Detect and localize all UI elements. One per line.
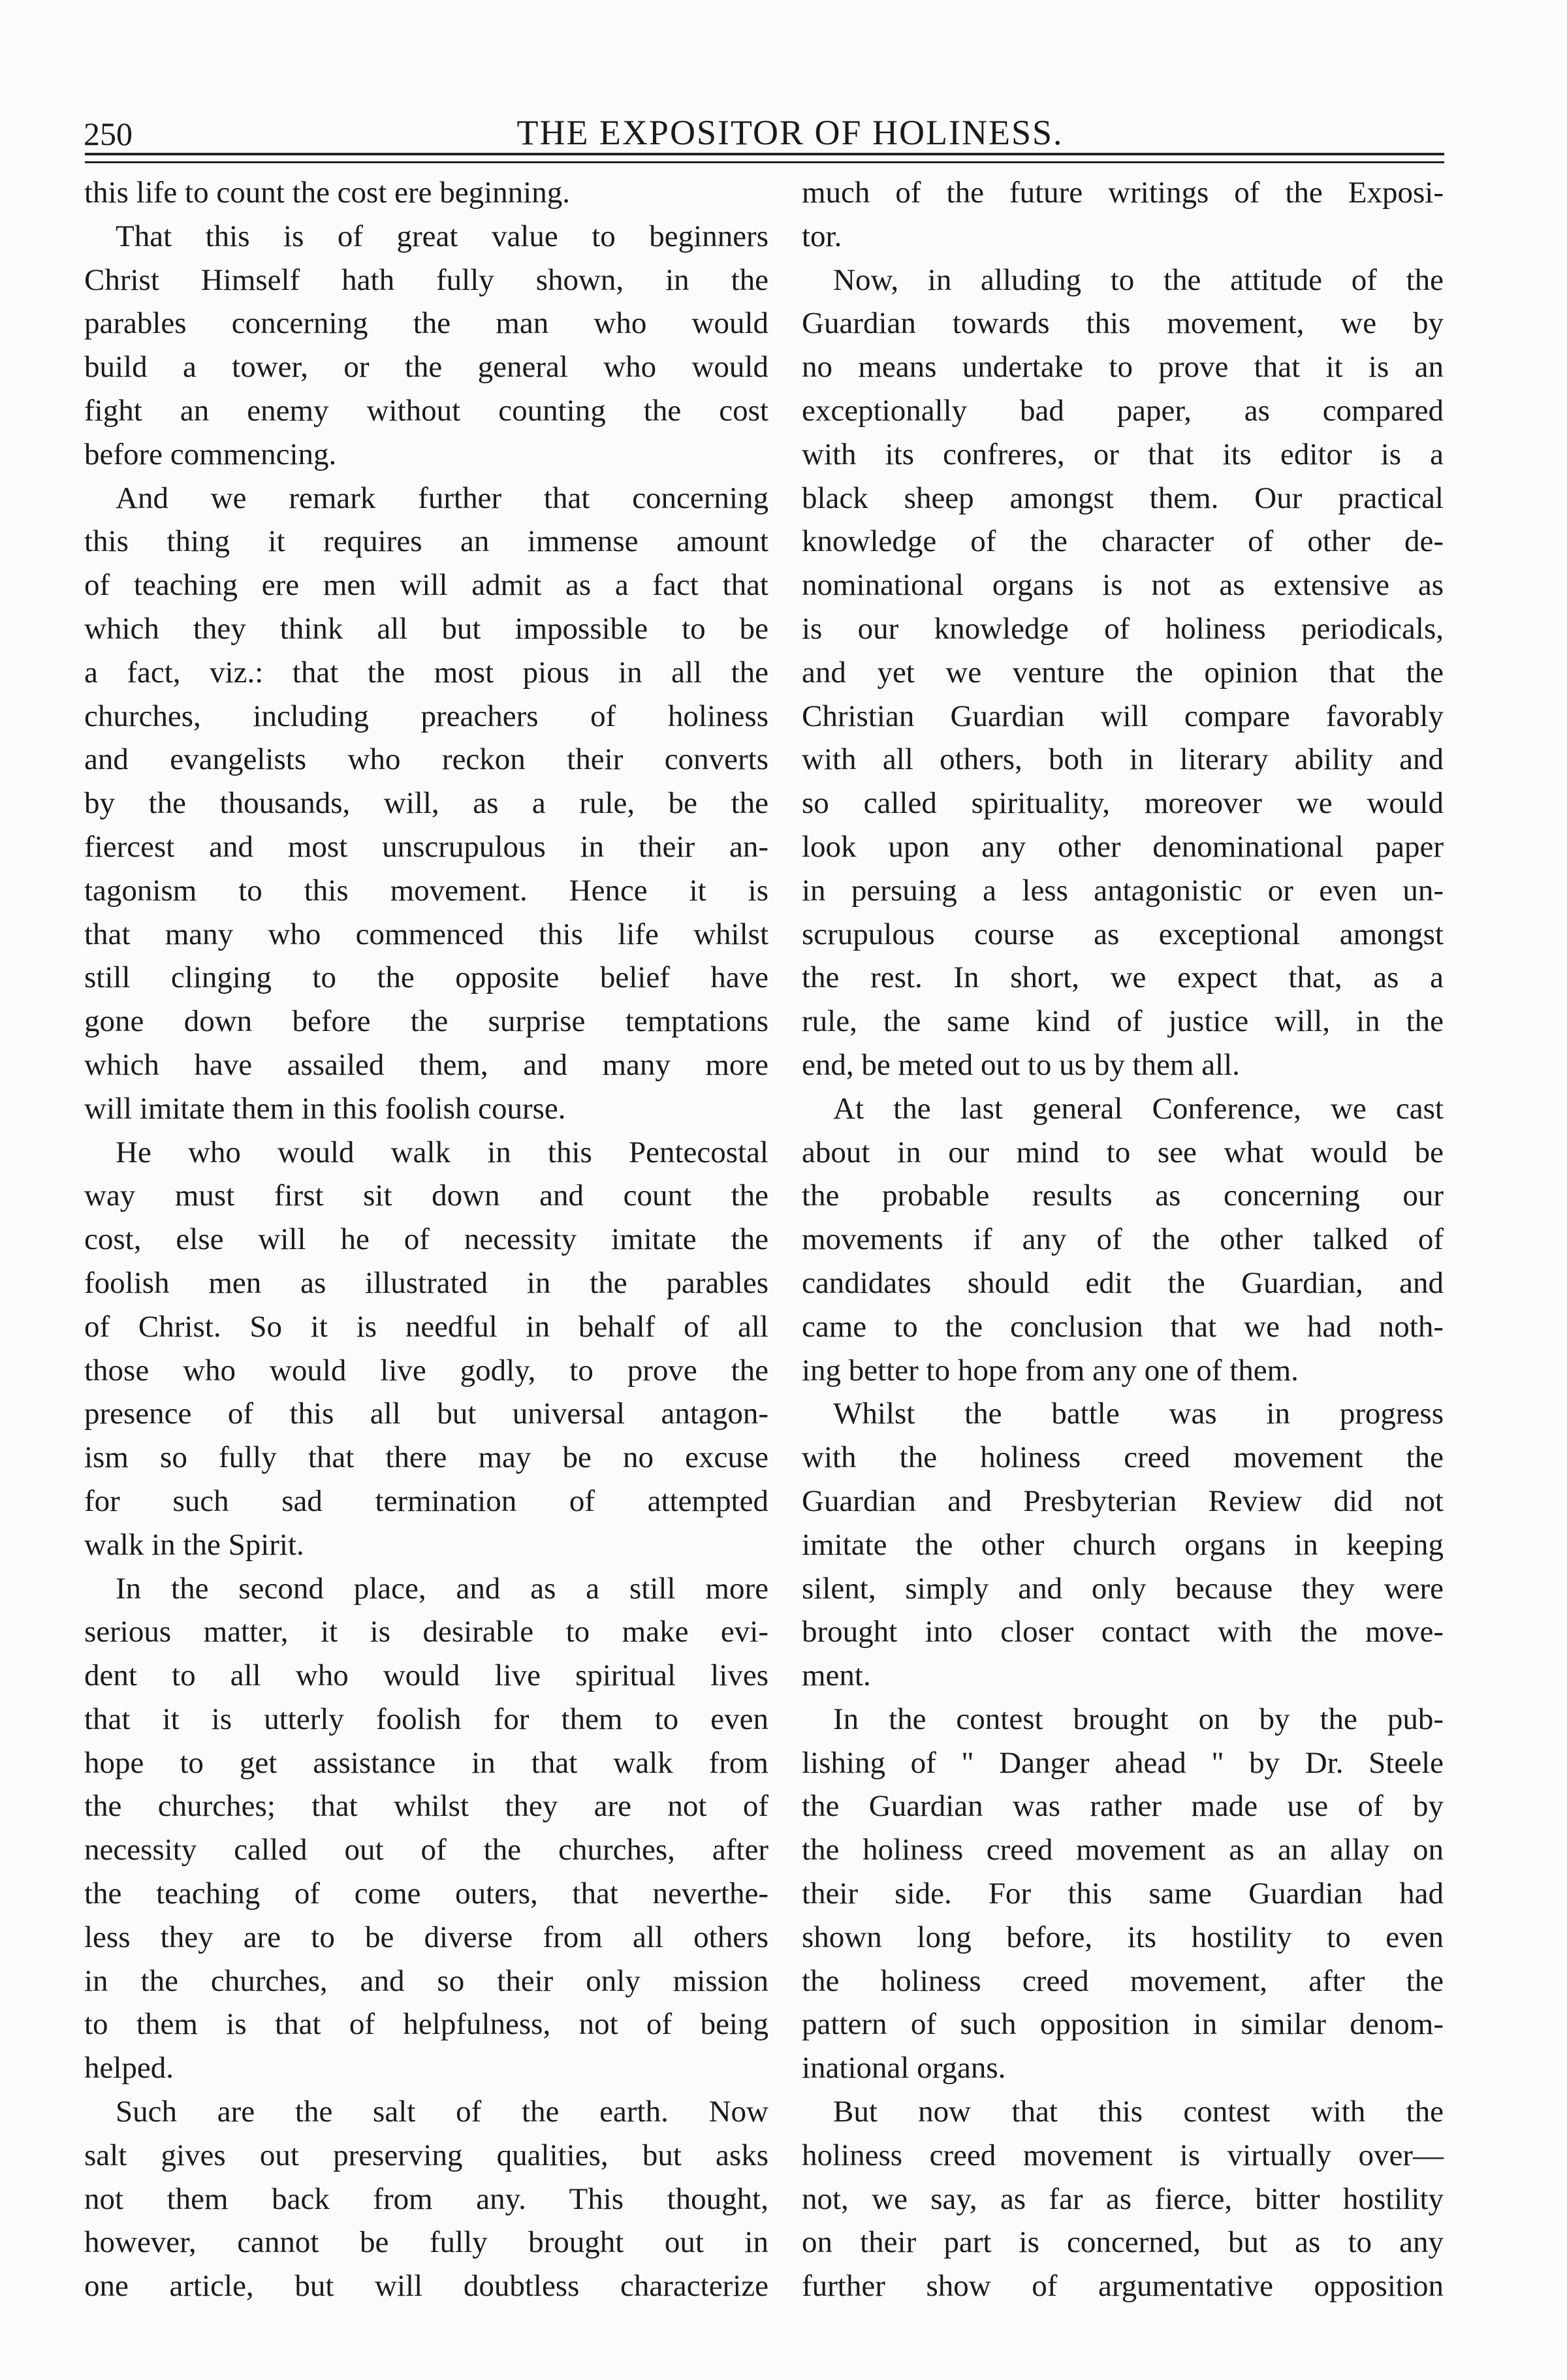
text-line: foolish men as illustrated in the parables (84, 1265, 768, 1300)
text-line: with all others, both in literary ability and (802, 742, 1444, 777)
text-line: those who would live godly, to prove the (84, 1353, 768, 1388)
text-line: hope to get assistance in that walk from (84, 1745, 768, 1780)
text-line: churches, including preachers of holiness (84, 699, 768, 733)
paragraph (802, 2090, 1444, 2308)
text-line: of Christ. So it is needful in behalf of all (84, 1309, 768, 1344)
text-line: inational organs. (802, 2051, 1006, 2086)
text-line: which they think all but impossible to be (84, 611, 768, 646)
paragraph (84, 477, 768, 1131)
text-line: serious matter, it is desirable to make evi- (84, 1615, 768, 1649)
text-line: tagonism to this movement. Hence it is (84, 873, 768, 908)
text-line: so called spirituality, moreover we would (802, 786, 1444, 821)
text-line: nominational organs is not as extensive as (802, 568, 1444, 603)
text-line: Such are the salt of the earth. Now (116, 2095, 768, 2129)
text-line: Now, in alluding to the attitude of the (833, 262, 1444, 297)
text-line: walk in the Spirit. (84, 1527, 304, 1562)
text-line: further show of argumentative opposition (802, 2269, 1444, 2304)
text-line: and yet we venture the opinion that the (802, 655, 1444, 690)
text-line: candidates should edit the Guardian, and (802, 1265, 1444, 1300)
text-line: this thing it requires an immense amount (84, 524, 768, 559)
text-line: cost, else will he of necessity imitate the (84, 1222, 768, 1257)
left-column (84, 171, 768, 2308)
text-line: no means undertake to prove that it is an (802, 350, 1444, 385)
text-line: black sheep amongst them. Our practical (802, 481, 1444, 515)
text-line: build a tower, or the general who would (84, 350, 768, 385)
text-line: the probable results as concerning our (802, 1179, 1444, 1213)
text-line: still clinging to the opposite belief have (84, 960, 768, 995)
text-line: their side. For this same Guardian had (802, 1877, 1444, 1911)
text-line: look upon any other denominational paper (802, 829, 1444, 864)
text-line: with its confreres, or that its editor is a (802, 437, 1444, 471)
text-line: knowledge of the character of other de- (802, 524, 1444, 559)
text-line: not, we say, as far as fierce, bitter hostility (802, 2182, 1444, 2216)
text-line: In the contest brought on by the pub- (833, 1702, 1444, 1736)
text-line: At the last general Conference, we cast (833, 1091, 1444, 1126)
text-line: which have assailed them, and many more (84, 1047, 768, 1082)
text-line: however, cannot be fully brought out in (84, 2225, 768, 2260)
text-line: to them is that of helpfulness, not of being (84, 2007, 768, 2042)
text-line: exceptionally bad paper, as compared (802, 393, 1444, 428)
text-line: before commencing. (84, 437, 337, 471)
text-line: Christ Himself hath fully shown, in the (84, 262, 768, 297)
running-title: THE EXPOSITOR OF HOLINESS. (516, 113, 1064, 152)
text-line: necessity called out of the churches, after (84, 1833, 768, 1867)
text-line: a fact, viz.: that the most pious in all the (84, 655, 768, 690)
text-line: Guardian and Presbyterian Review did not (802, 1484, 1444, 1518)
text-line: holiness creed movement is virtually over— (802, 2138, 1444, 2172)
text-line: Christian Guardian will compare favorably (802, 699, 1444, 733)
text-line: That this is of great value to beginners (116, 219, 768, 253)
text-line: end, be meted out to us by them all. (802, 1047, 1240, 1082)
paragraph (802, 1698, 1444, 2090)
text-line: lishing of " Danger ahead " by Dr. Steele (802, 1745, 1444, 1780)
paragraph (802, 1087, 1444, 1393)
paragraph (84, 171, 768, 215)
paragraph (84, 1131, 768, 1567)
text-line: the rest. In short, we expect that, as a (802, 960, 1444, 995)
paragraph (802, 1392, 1444, 1698)
header-rule-bottom (85, 161, 1444, 163)
text-line: the holiness creed movement, after the (802, 1963, 1444, 1998)
text-line: and evangelists who reckon their converts (84, 742, 768, 777)
text-line: salt gives out preserving qualities, but asks (84, 2138, 768, 2172)
text-line: fiercest and most unscrupulous in their an- (84, 829, 768, 864)
text-line: He who would walk in this Pentecostal (116, 1135, 768, 1169)
text-line: by the thousands, will, as a rule, be the (84, 786, 768, 821)
text-line: in the churches, and so their only mission (84, 1963, 768, 1998)
paragraph (84, 2090, 768, 2308)
text-line: In the second place, and as a still more (116, 1571, 768, 1606)
text-line: will imitate them in this foolish course. (84, 1091, 566, 1126)
text-line: And we remark further that concerning (116, 481, 768, 515)
page-number: 250 (84, 116, 133, 152)
text-line: brought into closer contact with the move- (802, 1615, 1444, 1649)
text-line: the churches; that whilst they are not of (84, 1789, 768, 1824)
text-line: ism so fully that there may be no excuse (84, 1440, 768, 1475)
text-line: about in our mind to see what would be (802, 1135, 1444, 1169)
text-line: silent, simply and only because they were (802, 1571, 1444, 1606)
text-line: rule, the same kind of justice will, in the (802, 1004, 1444, 1039)
text-line: is our knowledge of holiness periodicals, (802, 611, 1444, 646)
text-line: scrupulous course as exceptional amongst (802, 917, 1444, 951)
text-line: ing better to hope from any one of them. (802, 1353, 1299, 1388)
text-line: presence of this all but universal antagon- (84, 1397, 768, 1431)
paragraph (84, 215, 768, 477)
text-line: on their part is concerned, but as to any (802, 2225, 1444, 2260)
text-line: fight an enemy without counting the cost (84, 393, 768, 428)
text-line: much of the future writings of the Exposi- (802, 176, 1444, 210)
text-line: that many who commenced this life whilst (84, 917, 768, 951)
text-line: dent to all who would live spiritual lives (84, 1658, 768, 1693)
text-line: came to the conclusion that we had noth- (802, 1309, 1444, 1344)
paragraph (84, 1567, 768, 2091)
text-line: less they are to be diverse from all others (84, 1920, 768, 1954)
text-line: for such sad termination of attempted (84, 1484, 768, 1518)
text-line: that it is utterly foolish for them to even (84, 1702, 768, 1736)
text-line: Guardian towards this movement, we by (802, 306, 1444, 341)
text-line: not them back from any. This thought, (84, 2182, 768, 2216)
text-line: pattern of such opposition in similar denom- (802, 2007, 1444, 2042)
text-line: this life to count the cost ere beginning. (84, 176, 570, 210)
text-line: with the holiness creed movement the (802, 1440, 1444, 1475)
text-line: way must first sit down and count the (84, 1179, 768, 1213)
paragraph (802, 171, 1444, 259)
header-rule-top (85, 153, 1444, 155)
text-line: the holiness creed movement as an allay on (802, 1833, 1444, 1867)
text-line: shown long before, its hostility to even (802, 1920, 1444, 1954)
text-line: one article, but will doubtless characterize (84, 2269, 768, 2304)
text-line: in persuing a less antagonistic or even un- (802, 873, 1444, 908)
text-line: imitate the other church organs in keeping (802, 1527, 1444, 1562)
text-line: movements if any of the other talked of (802, 1222, 1444, 1257)
text-line: of teaching ere men will admit as a fact that (84, 568, 768, 603)
right-column (802, 171, 1444, 2308)
text-line: tor. (802, 219, 842, 253)
text-line: the Guardian was rather made use of by (802, 1789, 1444, 1824)
text-line: parables concerning the man who would (84, 306, 768, 341)
text-line: ment. (802, 1658, 871, 1693)
text-line: But now that this contest with the (833, 2095, 1444, 2129)
text-line: Whilst the battle was in progress (833, 1397, 1444, 1431)
text-line: gone down before the surprise temptations (84, 1004, 768, 1039)
text-line: helped. (84, 2051, 174, 2086)
text-line: the teaching of come outers, that neverthe- (84, 1877, 768, 1911)
paragraph (802, 259, 1444, 1087)
